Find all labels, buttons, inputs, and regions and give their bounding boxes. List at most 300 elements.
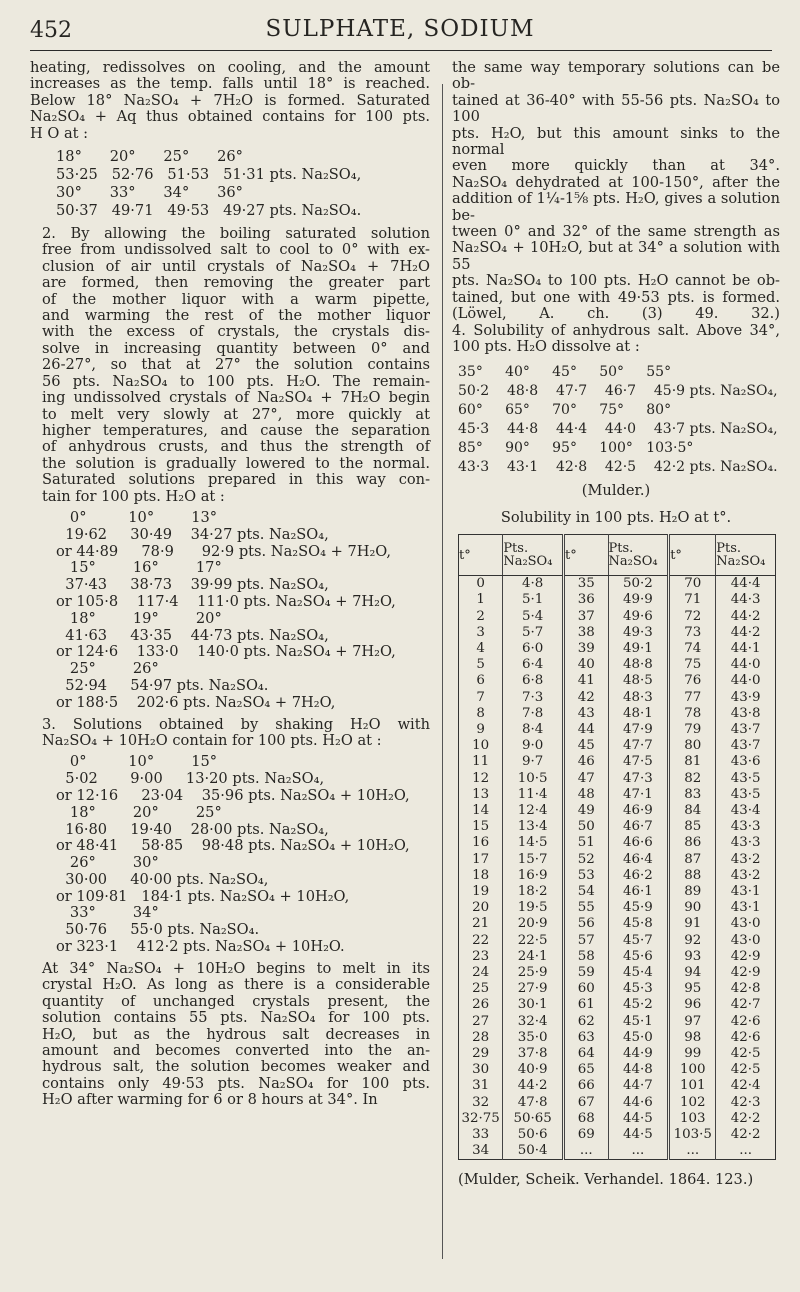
table-cell: 63 (564, 1030, 609, 1046)
table-cell: 43·2 (716, 868, 776, 884)
table-cell: 91 (669, 916, 716, 932)
table-cell: 70 (669, 576, 716, 593)
text-line: 85° 90° 95° 100° 103·5° (458, 440, 694, 457)
table-cell: 17 (472, 851, 490, 867)
table-cell: 49·1 (608, 641, 669, 657)
table-cell: 74 (669, 641, 716, 657)
table-cell: ... (608, 1143, 669, 1160)
text-line: solution contains 55 pts. Na₂SO₄ for 100 pts. (42, 1009, 430, 1027)
table-cell: 92 (669, 933, 716, 949)
text-line: solve in increasing quantity between 0° and (42, 339, 430, 357)
table-cell: 42·6 (716, 1014, 776, 1030)
text-line: 45·3 44·8 44·4 44·0 43·7 pts. Na₂SO₄, (458, 421, 778, 438)
table-row (459, 1095, 776, 1111)
text-line: 26° 30° (56, 854, 159, 872)
solubility-table-decahydrate (56, 754, 430, 956)
text-line: Na₂SO₄ dehydrated at 100-150°, after the (452, 173, 780, 191)
text-line: or 188·5 202·6 pts. Na₂SO₄ + 7H₂O, (56, 693, 336, 711)
table-row (459, 949, 776, 965)
table-cell: 43·4 (716, 803, 776, 819)
table-row (459, 754, 776, 770)
column-divider (442, 84, 443, 1259)
table-cell: 45 (564, 738, 609, 754)
text-line: free from undissolved salt to cool to 0° with ex- (42, 241, 430, 259)
table-cell: 32·4 (503, 1014, 564, 1030)
table-cell: 43·3 (716, 819, 776, 835)
text-line: or 323·1 412·2 pts. Na₂SO₄ + 10H₂O. (56, 938, 345, 956)
text-line: 16·80 19·40 28·00 pts. Na₂SO₄, (56, 820, 329, 838)
table-cell: 11 (472, 754, 490, 770)
text-line: tween 0° and 32° of the same strength as (452, 223, 780, 241)
table-cell: 15 (472, 819, 490, 835)
table-cell: 27 (472, 1013, 490, 1029)
table-cell: 43·7 (716, 738, 776, 754)
page-number: 452 (30, 18, 72, 43)
table-cell: 82 (669, 771, 716, 787)
table-cell: 22·5 (503, 933, 564, 949)
table-cell: 103 (669, 1111, 716, 1127)
table-cell: 32·75 (461, 1110, 500, 1126)
table-cell: 45·4 (608, 965, 669, 981)
table-cell: 15·7 (503, 852, 564, 868)
text-line: 0° 10° 13° (56, 508, 218, 526)
table-cell: 43·3 (716, 835, 776, 851)
table-cell: 22 (472, 932, 490, 948)
text-line: crystal H₂O. As long as there is a considerable (42, 976, 430, 994)
table-cell: 43·0 (716, 933, 776, 949)
table-cell: 11·4 (503, 787, 564, 803)
text-line: 35° 40° 45° 50° 55° (458, 364, 672, 381)
text-line: 18° 20° 25° (56, 803, 222, 821)
table-row (459, 787, 776, 803)
table-cell: 50 (564, 819, 609, 835)
table-cell: 43·8 (716, 706, 776, 722)
header-cell: t° (564, 535, 609, 576)
table-row (459, 884, 776, 900)
text-line: heating, redissolves on cooling, and the amount (30, 59, 430, 76)
table-cell: 57 (564, 933, 609, 949)
table-row (459, 803, 776, 819)
table-cell: 36 (564, 592, 609, 608)
table-row (459, 868, 776, 884)
text-line: increases as the temp. falls until 18° is reached. (30, 75, 430, 93)
table-cell: 8 (476, 705, 485, 721)
table-cell: 98 (669, 1030, 716, 1046)
table-cell: 50·6 (503, 1127, 564, 1143)
text-line: 50·2 48·8 47·7 46·7 45·9 pts. Na₂SO₄, (458, 383, 778, 400)
table-cell: 28 (472, 1029, 490, 1045)
text-line: to melt very slowly at 27°, more quickly at (42, 405, 430, 423)
table-cell: 47 (564, 771, 609, 787)
table-cell: 49·6 (608, 609, 669, 625)
text-line: of anhydrous crusts, and thus the strength of (42, 438, 430, 456)
table-cell: 10 (472, 738, 490, 754)
table-cell: 24·1 (503, 949, 564, 965)
table-cell: 41 (564, 673, 609, 689)
table-cell: 44·2 (716, 625, 776, 641)
table-cell: 83 (669, 787, 716, 803)
table-cell: ... (564, 1143, 609, 1160)
table-cell: 44·9 (608, 1046, 669, 1062)
table-row (459, 673, 776, 689)
table-cell: 60 (564, 981, 609, 997)
text-line: contains only 49·53 pts. Na₂SO₄ for 100 pts. (42, 1074, 430, 1092)
table-cell: 5 (476, 657, 485, 673)
text-line: pts. H₂O, but this amount sinks to the normal (452, 124, 780, 159)
text-line: 4. Solubility of anhydrous salt. Above 34°, (452, 321, 780, 339)
table-cell: 100 (669, 1062, 716, 1078)
table-cell: 44·3 (716, 592, 776, 608)
table-cell: 54 (564, 884, 609, 900)
table-cell: 12 (472, 770, 490, 786)
text-line: At 34° Na₂SO₄ + 10H₂O begins to melt in its (42, 959, 430, 977)
table-cell: 3 (476, 624, 485, 640)
table-cell: 89 (669, 884, 716, 900)
table-row (459, 609, 776, 625)
header-cell: t° (459, 535, 503, 576)
text-line: the solution is gradually lowered to the normal. (42, 454, 430, 472)
text-line: tain for 100 pts. H₂O at : (42, 487, 225, 505)
table-cell: 42 (564, 690, 609, 706)
text-line: addition of 1¼-1⅝ pts. H₂O, gives a solution be- (452, 190, 780, 224)
table-cell: 44·1 (716, 641, 776, 657)
table-row (459, 690, 776, 706)
table-row (459, 933, 776, 949)
table-cell: 94 (669, 965, 716, 981)
left-column (30, 60, 430, 1109)
table-cell: 42·2 (716, 1127, 776, 1143)
text-line: 3. Solutions obtained by shaking H₂O with (42, 715, 430, 733)
table-cell: 46·7 (608, 819, 669, 835)
table-cell: 46 (564, 754, 609, 770)
table-cell: 97 (669, 1014, 716, 1030)
table-cell: 14·5 (503, 835, 564, 851)
table-cell: 37·8 (503, 1046, 564, 1062)
table-cell: 5·7 (503, 625, 564, 641)
table-cell: 72 (669, 609, 716, 625)
text-line: and warming the rest of the mother liquor (42, 307, 430, 325)
table-cell: 55 (564, 900, 609, 916)
table-cell: 68 (564, 1111, 609, 1127)
table-cell: 96 (669, 997, 716, 1013)
text-line: 56 pts. Na₂SO₄ to 100 pts. H₂O. The remain- (42, 372, 430, 390)
paragraph-2 (30, 226, 430, 505)
table-cell: 43·5 (716, 787, 776, 803)
table-cell: 44·7 (608, 1078, 669, 1094)
text-line: Na₂SO₄ + 10H₂O, but at 34° a solution with 55 (452, 239, 780, 273)
table-cell: 48 (564, 787, 609, 803)
text-line: higher temperatures, and cause the separation (42, 421, 430, 439)
text-line: 33° 34° (56, 904, 159, 922)
table-cell: 44·4 (716, 576, 776, 593)
table-cell: 84 (669, 803, 716, 819)
header-cell: Pts. Na₂SO₄ (503, 535, 564, 576)
table-cell: 79 (669, 722, 716, 738)
table-cell: 4·8 (503, 576, 564, 593)
text-line: H₂O after warming for 6 or 8 hours at 34°. In (42, 1091, 378, 1109)
table-cell: 86 (669, 835, 716, 851)
table-cell: 10·5 (503, 771, 564, 787)
table-cell: 48·1 (608, 706, 669, 722)
table-cell: 67 (564, 1095, 609, 1111)
table-cell: 42·2 (716, 1111, 776, 1127)
paragraph-3 (30, 717, 430, 750)
table-cell: 52 (564, 852, 609, 868)
text-line: 50·37 49·71 49·53 49·27 pts. Na₂SO₄. (56, 202, 362, 220)
text-line: tained, but one with 49·53 pts. is formed. (452, 288, 780, 306)
table-row (459, 657, 776, 673)
text-line: (Löwel, A. ch. (3) 49. 32.) (452, 305, 780, 323)
table-cell: 75 (669, 657, 716, 673)
table-cell: 21 (472, 916, 490, 932)
text-line: H₂O, but as the hydrous salt decreases in (42, 1025, 430, 1043)
table-cell: 49·9 (608, 592, 669, 608)
table-cell: 46·4 (608, 852, 669, 868)
table-cell: 20·9 (503, 916, 564, 932)
text-line: amount and becomes converted into the an- (42, 1041, 430, 1059)
table-cell: 59 (564, 965, 609, 981)
table-row (459, 819, 776, 835)
table-cell: 45·8 (608, 916, 669, 932)
text-line: 2. By allowing the boiling saturated solution (42, 225, 430, 243)
table-cell: 7·3 (503, 690, 564, 706)
table-cell: 42·3 (716, 1095, 776, 1111)
table-cell: 45·0 (608, 1030, 669, 1046)
text-line: Na₂SO₄ + 10H₂O contain for 100 pts. H₂O at : (42, 731, 382, 749)
table-cell: 73 (669, 625, 716, 641)
table-cell: 47·8 (503, 1095, 564, 1111)
table-cell: 23 (472, 948, 490, 964)
text-line: ing undissolved crystals of Na₂SO₄ + 7H₂O begin (42, 389, 430, 407)
table-cell: 71 (669, 592, 716, 608)
text-line: with the excess of crystals, the crystals dis- (42, 323, 430, 341)
table-row (459, 900, 776, 916)
table-cell: 45·2 (608, 997, 669, 1013)
table-cell: 6·4 (503, 657, 564, 673)
table-cell: 7·8 (503, 706, 564, 722)
table-cell: 44·6 (608, 1095, 669, 1111)
text-line: Na₂SO₄ + Aq thus obtained contains for 100 pts. (30, 108, 430, 126)
table-row (459, 706, 776, 722)
table-cell: 29 (472, 1046, 490, 1062)
table-row (459, 1078, 776, 1094)
table-cell: 46·9 (608, 803, 669, 819)
text-line: Below 18° Na₂SO₄ + 7H₂O is formed. Saturated (30, 91, 430, 109)
text-line: quantity of unchanged crystals present, the (42, 992, 430, 1010)
text-line: 18° 19° 20° (56, 609, 222, 627)
table-cell: 43·1 (716, 900, 776, 916)
table-cell: 37 (564, 609, 609, 625)
running-title: SULPHATE, SODIUM (265, 16, 535, 42)
paragraph-4 (30, 961, 430, 1109)
text-line: 25° 26° (56, 660, 159, 678)
solubility-table (458, 534, 776, 1160)
table-cell: 32 (472, 1094, 490, 1110)
text-line: even more quickly than at 34°. (452, 157, 780, 175)
table-cell: 27·9 (503, 981, 564, 997)
table-caption: Solubility in 100 pts. H₂O at t°. (500, 508, 732, 526)
right-paragraph-1 (452, 60, 780, 355)
table-cell: 56 (564, 916, 609, 932)
table-row (459, 965, 776, 981)
table-cell: 24 (472, 965, 490, 980)
table-cell: 25·9 (503, 965, 564, 981)
table-cell: 18 (472, 867, 490, 883)
table-row (459, 835, 776, 851)
text-line: Saturated solutions prepared in this way con- (42, 471, 430, 489)
table-cell: 45·3 (608, 981, 669, 997)
solubility-table-heptahydrate (56, 510, 430, 712)
table-cell: 13·4 (503, 819, 564, 835)
table-cell: 43·1 (716, 884, 776, 900)
table-cell: 38 (564, 625, 609, 641)
table-cell: 6 (476, 673, 485, 689)
mulder-citation: (Mulder.) (581, 482, 651, 500)
table-cell: 1 (476, 592, 485, 608)
table-cell: 42·4 (716, 1078, 776, 1094)
table-cell: 80 (669, 738, 716, 754)
table-cell: 20 (472, 900, 490, 916)
table-cell: 48·5 (608, 673, 669, 689)
table-cell: 42·9 (716, 949, 776, 965)
text-line: 52·94 54·97 pts. Na₂SO₄. (56, 676, 269, 694)
text-line: clusion of air until crystals of Na₂SO₄ + 7H₂O (42, 257, 430, 275)
table-cell: 50·4 (503, 1143, 564, 1160)
table-cell: 81 (669, 754, 716, 770)
table-cell: 7 (476, 689, 485, 705)
text-line: 43·3 43·1 42·8 42·5 42·2 pts. Na₂SO₄. (458, 459, 778, 476)
table-row (459, 738, 776, 754)
text-line: 5·02 9·00 13·20 pts. Na₂SO₄, (56, 770, 325, 788)
table-cell: 42·5 (716, 1046, 776, 1062)
table-cell: 47·3 (608, 771, 669, 787)
table-cell: 47·5 (608, 754, 669, 770)
table-cell: 35·0 (503, 1030, 564, 1046)
table-cell: 43·7 (716, 722, 776, 738)
table-cell: 95 (669, 981, 716, 997)
table-row (459, 1111, 776, 1127)
table-cell: 43·5 (716, 771, 776, 787)
table-cell: 43·2 (716, 852, 776, 868)
text-line: or 105·8 117·4 111·0 pts. Na₂SO₄ + 7H₂O, (56, 592, 396, 610)
table-cell: 42·6 (716, 1030, 776, 1046)
text-line: 60° 65° 70° 75° 80° (458, 402, 672, 419)
table-cell: 48·3 (608, 690, 669, 706)
table-cell: 42·7 (716, 997, 776, 1013)
table-cell: 9 (476, 721, 485, 737)
table-cell: 9·0 (503, 738, 564, 754)
table-row (459, 981, 776, 997)
table-cell: 88 (669, 868, 716, 884)
table-cell: 53 (564, 868, 609, 884)
table-cell: 4 (476, 640, 485, 656)
header-cell: Pts. Na₂SO₄ (716, 535, 776, 576)
text-line: 37·43 38·73 39·99 pts. Na₂SO₄, (56, 576, 329, 594)
table-cell: 49·3 (608, 625, 669, 641)
text-line: or 44·89 78·9 92·9 pts. Na₂SO₄ + 7H₂O, (56, 542, 392, 560)
table-cell: 44 (564, 722, 609, 738)
table-cell: 33 (472, 1127, 490, 1143)
table-cell: 18·2 (503, 884, 564, 900)
text-line: or 48·41 58·85 98·48 pts. Na₂SO₄ + 10H₂O, (56, 837, 410, 855)
table-cell: 6·8 (503, 673, 564, 689)
table-cell: 25 (472, 981, 490, 997)
text-line: of the mother liquor with a warm pipette, (42, 290, 430, 308)
solubility-table-anhydrous (458, 363, 780, 477)
table-cell: 48·8 (608, 657, 669, 673)
solubility-table-hydrate-1 (56, 148, 430, 220)
table-row (459, 1062, 776, 1078)
text-line: or 124·6 133·0 140·0 pts. Na₂SO₄ + 7H₂O, (56, 643, 396, 661)
table-cell: 93 (669, 949, 716, 965)
table-cell: 39 (564, 641, 609, 657)
table-cell: 78 (669, 706, 716, 722)
table-cell: 43 (564, 706, 609, 722)
table-cell: 44·5 (608, 1111, 669, 1127)
text-line: 50·76 55·0 pts. Na₂SO₄. (56, 921, 260, 939)
header-cell: t° (669, 535, 716, 576)
table-cell: 45·1 (608, 1014, 669, 1030)
table-cell: 44·0 (716, 673, 776, 689)
table-row (459, 722, 776, 738)
text-line: the same way temporary solutions can be ob- (452, 59, 780, 93)
text-line: 30° 33° 34° 36° (56, 184, 243, 202)
table-cell: ... (716, 1143, 776, 1160)
text-line: 100 pts. H₂O dissolve at : (452, 337, 640, 355)
table-row (459, 641, 776, 657)
text-line: or 12·16 23·04 35·96 pts. Na₂SO₄ + 10H₂O, (56, 786, 410, 804)
table-cell: 46·2 (608, 868, 669, 884)
table-cell: 19·5 (503, 900, 564, 916)
text-line: H O at : (30, 124, 89, 142)
table-cell: 45·6 (608, 949, 669, 965)
table-cell: 45·9 (608, 900, 669, 916)
table-cell: 47·1 (608, 787, 669, 803)
table-row (459, 592, 776, 608)
table-cell: 40 (564, 657, 609, 673)
table-cell: 0 (476, 576, 485, 592)
text-line: tained at 36-40° with 55-56 pts. Na₂SO₄ to 100 (452, 91, 780, 126)
table-cell: 2 (476, 608, 485, 624)
text-line: 15° 16° 17° (56, 559, 222, 577)
table-cell: 69 (564, 1127, 609, 1143)
text-line: are formed, then removing the greater part (42, 274, 430, 292)
table-cell: 43·6 (716, 754, 776, 770)
table-row (459, 1127, 776, 1143)
table-cell: 64 (564, 1046, 609, 1062)
table-cell: 42·9 (716, 965, 776, 981)
table-cell: 44·5 (608, 1127, 669, 1143)
text-line: 30·00 40·00 pts. Na₂SO₄, (56, 870, 269, 888)
table-cell: 44·0 (716, 657, 776, 673)
table-cell: 9·7 (503, 754, 564, 770)
table-cell: 44·2 (716, 609, 776, 625)
table-cell: 13 (472, 786, 490, 802)
right-column (452, 60, 780, 1189)
table-cell: 30·1 (503, 997, 564, 1013)
table-cell: 5·4 (503, 609, 564, 625)
table-cell: 99 (669, 1046, 716, 1062)
table-cell: 44·2 (503, 1078, 564, 1094)
table-cell: 90 (669, 900, 716, 916)
table-cell: 58 (564, 949, 609, 965)
table-cell: 6·0 (503, 641, 564, 657)
table-cell: 5·1 (503, 592, 564, 608)
text-line: 19·62 30·49 34·27 pts. Na₂SO₄, (56, 525, 329, 543)
header-cell: Pts. Na₂SO₄ (608, 535, 669, 576)
table-cell: 77 (669, 690, 716, 706)
text-line: 41·63 43·35 44·73 pts. Na₂SO₄, (56, 626, 329, 644)
